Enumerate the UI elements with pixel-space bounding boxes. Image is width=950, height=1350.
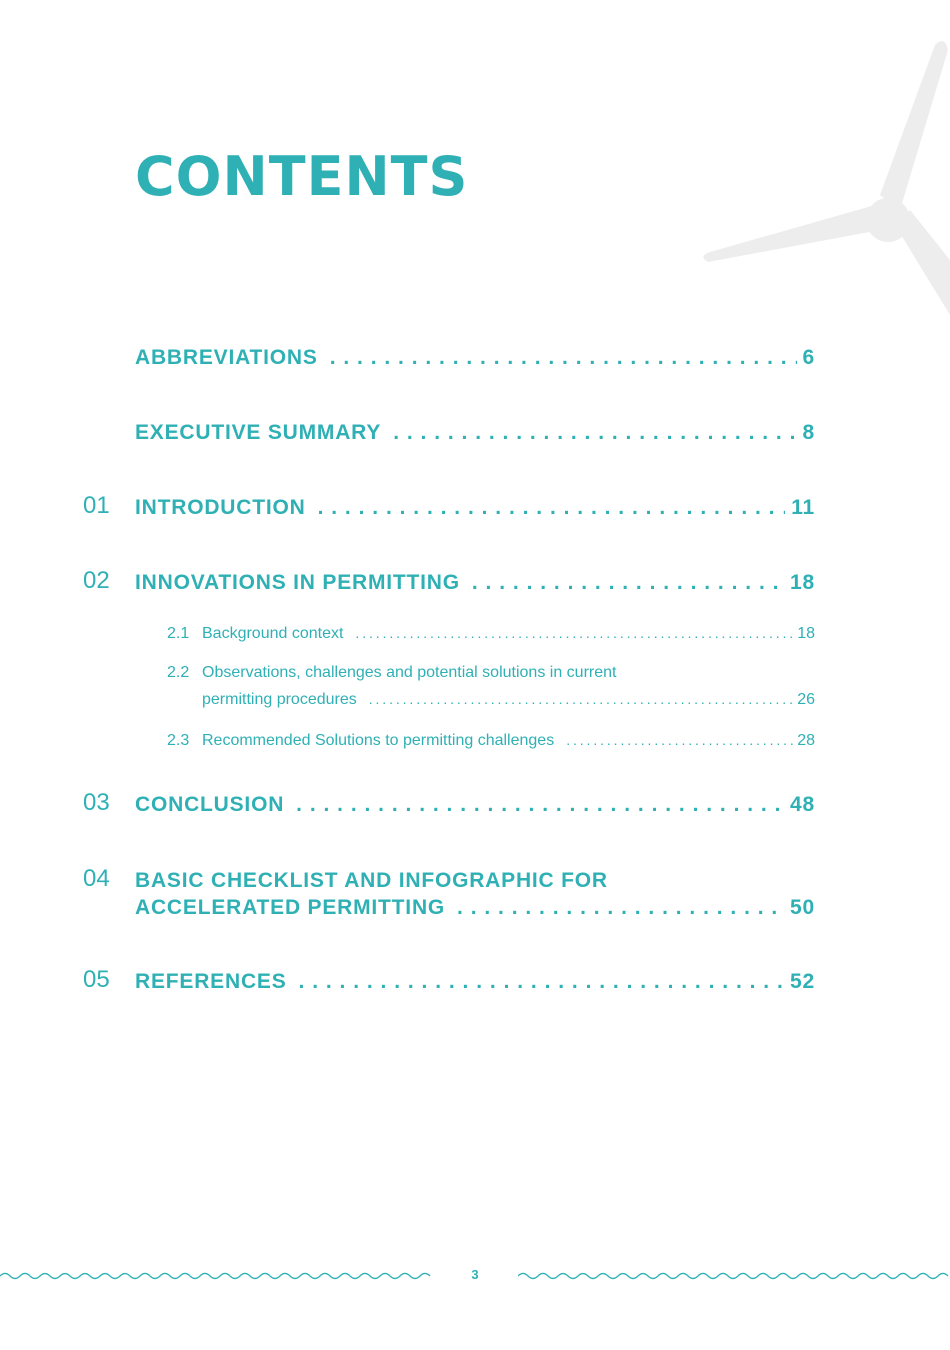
subentry-label: Recommended Solutions to permitting challenges <box>202 732 555 749</box>
wind-turbine-icon <box>690 30 950 330</box>
toc-entry-introduction[interactable] <box>83 492 815 521</box>
footer-wave-right <box>518 1268 950 1284</box>
toc-subentry-background[interactable] <box>167 620 815 647</box>
toc-subentry-observations[interactable] <box>167 660 815 713</box>
toc-entry-page: 11 <box>791 496 815 519</box>
toc-entry-page: 48 <box>790 793 815 816</box>
toc-entry-page: 18 <box>790 571 815 594</box>
dot-leader <box>369 686 793 712</box>
subentry-page: 28 <box>797 732 815 749</box>
toc-entry-label: EXECUTIVE SUMMARY <box>135 421 382 444</box>
toc-entry-label: REFERENCES <box>135 970 287 993</box>
subentry-number: 2.3 <box>167 732 190 749</box>
dot-leader <box>355 620 793 646</box>
chapter-number: 04 <box>83 865 110 892</box>
toc-entry-page: 50 <box>790 896 815 919</box>
dot-leader <box>299 969 785 995</box>
toc-entry-innovations[interactable] <box>83 567 815 596</box>
subentry-number: 2.1 <box>167 625 190 642</box>
page-title: CONTENTS <box>135 145 469 208</box>
dot-leader <box>296 792 784 818</box>
toc-entry-page: 52 <box>790 970 815 993</box>
toc-entry-label-line1: BASIC CHECKLIST AND INFOGRAPHIC FOR <box>135 869 608 892</box>
toc-entry-page: 8 <box>802 421 815 444</box>
dot-leader <box>472 570 784 596</box>
toc-subentry-recommended[interactable] <box>167 727 815 754</box>
toc-entry-checklist[interactable] <box>83 865 815 921</box>
subentry-label: Background context <box>202 625 344 642</box>
toc-entry-label-line2: ACCELERATED PERMITTING <box>135 896 446 919</box>
toc-entry-abbreviations[interactable] <box>135 345 815 371</box>
chapter-number: 01 <box>83 492 110 519</box>
toc-entry-executive-summary[interactable] <box>135 420 815 446</box>
dot-leader <box>566 727 793 753</box>
footer-wave-left <box>0 1268 435 1284</box>
subentry-number: 2.2 <box>167 664 190 681</box>
toc-entry-label: CONCLUSION <box>135 793 285 816</box>
toc-entry-label: INNOVATIONS IN PERMITTING <box>135 571 460 594</box>
dot-leader <box>330 345 797 371</box>
subentry-label-line1: Observations, challenges and potential solutions in current <box>202 664 617 681</box>
toc-entry-label: ABBREVIATIONS <box>135 346 318 369</box>
dot-leader <box>393 420 796 446</box>
footer-page-number: 3 <box>471 1267 479 1282</box>
chapter-number: 03 <box>83 789 110 816</box>
toc-entry-conclusion[interactable] <box>83 789 815 818</box>
chapter-number: 05 <box>83 966 110 993</box>
dot-leader <box>318 495 786 521</box>
dot-leader <box>457 894 784 921</box>
toc-entry-references[interactable] <box>83 966 815 995</box>
toc-entry-page: 6 <box>802 346 815 369</box>
subentry-page: 26 <box>797 691 815 708</box>
toc-entry-label: INTRODUCTION <box>135 496 306 519</box>
subentry-label-line2: permitting procedures <box>202 691 357 708</box>
subentry-page: 18 <box>797 625 815 642</box>
chapter-number: 02 <box>83 567 110 594</box>
